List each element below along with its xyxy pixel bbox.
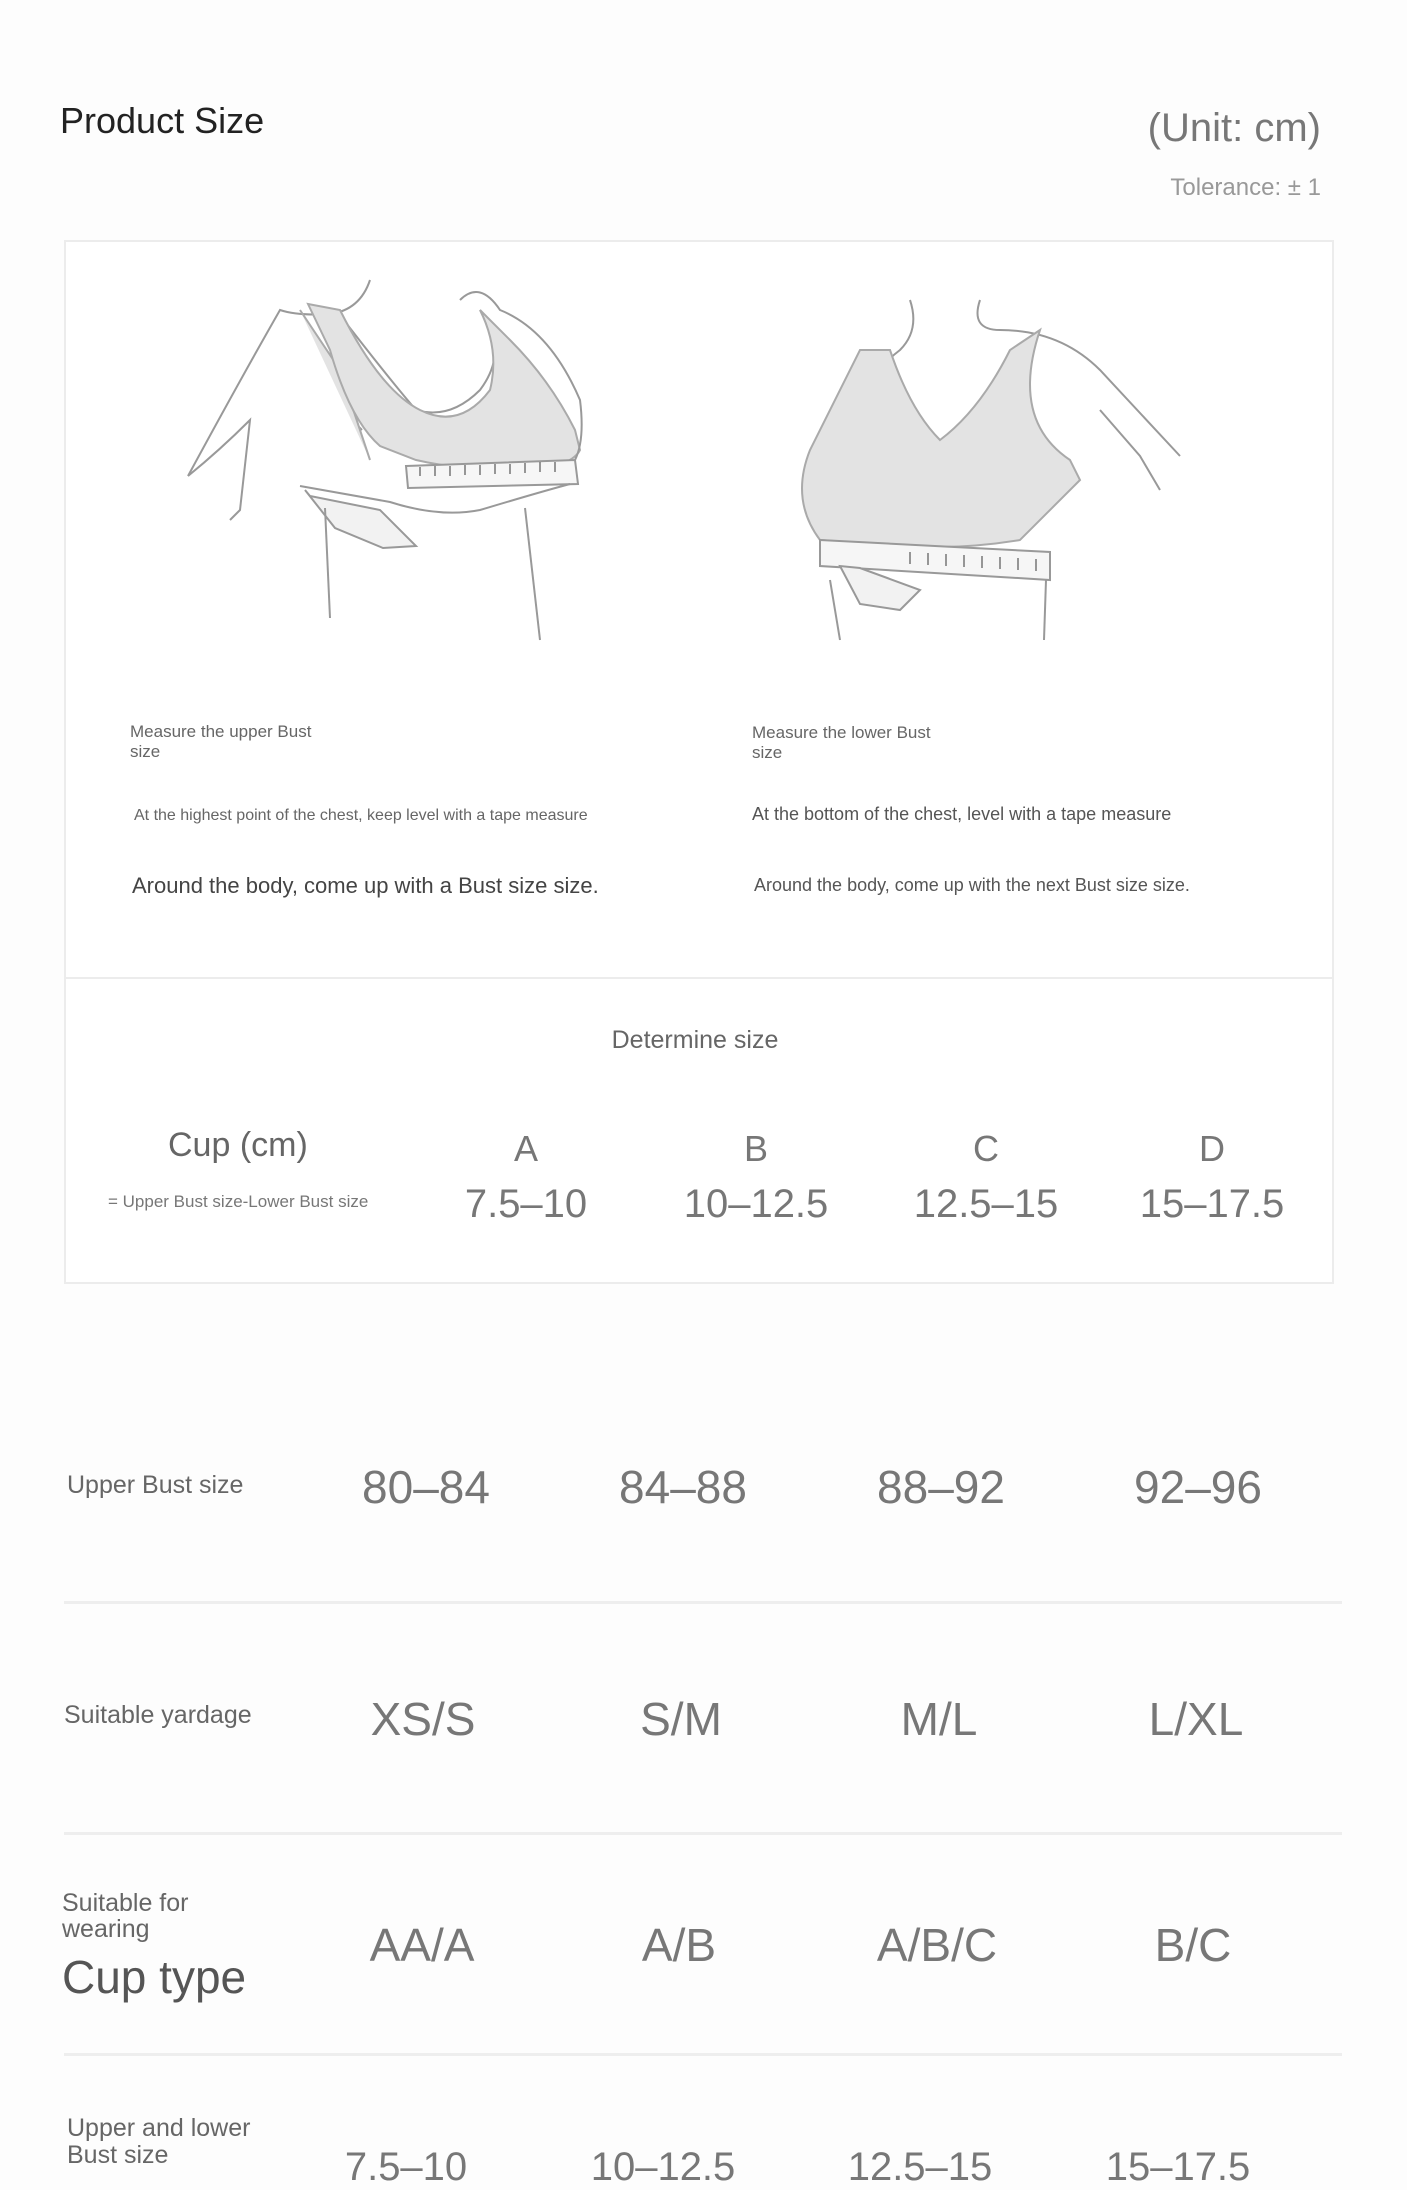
row-label-upper-lower [67, 2115, 250, 2169]
cup-range-a: 7.5–10 [464, 1182, 588, 1226]
row-divider [64, 2053, 1342, 2056]
lower-bust-step1: At the bottom of the chest, level with a tape measure [752, 804, 1172, 824]
upper-bust-illustration [180, 270, 600, 650]
cup-formula: = Upper Bust size-Lower Bust size [108, 1192, 369, 1211]
yardage-value: L/XL [1148, 1693, 1244, 1745]
row-divider [64, 1601, 1342, 1604]
lower-bust-illustration [780, 290, 1200, 650]
upper-bust-step1: At the highest point of the chest, keep level with a tape measure [134, 807, 588, 824]
upper-lower-label-line1: Upper and lower [67, 2114, 251, 2142]
cup-letter-c: C [973, 1128, 999, 1169]
cup-type-value: B/C [1154, 1919, 1232, 1971]
tolerance-label: Tolerance: ± 1 [1170, 174, 1321, 201]
upper-lower-value: 12.5–15 [847, 2145, 993, 2189]
cup-type-value: AA/A [369, 1919, 475, 1971]
panel-divider [64, 977, 1334, 979]
yardage-value: XS/S [370, 1693, 476, 1745]
row-label-upper-bust: Upper Bust size [67, 1471, 244, 1499]
row-divider [64, 1832, 1342, 1835]
cup-range-b: 10–12.5 [683, 1182, 829, 1226]
lower-bust-heading [752, 723, 931, 763]
lower-bust-heading-line2: size [752, 743, 783, 762]
determine-size-title: Determine size [611, 1026, 779, 1054]
cup-type-label-line1: Suitable for [62, 1889, 189, 1917]
upper-bust-heading [130, 722, 311, 762]
unit-label: (Unit: cm) [1147, 106, 1321, 150]
cup-letter-b: B [743, 1128, 768, 1169]
upper-lower-value: 7.5–10 [344, 2145, 468, 2189]
cup-letter-d: D [1199, 1128, 1225, 1169]
cup-range-d: 15–17.5 [1139, 1182, 1285, 1226]
page-title: Product Size [60, 100, 265, 141]
upper-bust-step2: Around the body, come up with a Bust size size. [132, 873, 599, 898]
upper-lower-value: 10–12.5 [590, 2145, 736, 2189]
upper-bust-value: 88–92 [877, 1461, 1005, 1513]
cup-type-label: Cup type [62, 1951, 247, 2003]
cup-type-value: A/B [641, 1919, 717, 1971]
lower-bust-heading-line1: Measure the lower Bust [752, 723, 931, 742]
row-label-cup-type [62, 1890, 188, 1942]
yardage-value: M/L [900, 1693, 978, 1745]
cup-type-value: A/B/C [876, 1919, 998, 1971]
upper-bust-heading-line1: Measure the upper Bust [130, 722, 312, 741]
upper-bust-value: 92–96 [1134, 1461, 1262, 1513]
upper-lower-label-line2: Bust size [67, 2141, 169, 2169]
upper-lower-value: 15–17.5 [1105, 2145, 1251, 2189]
upper-bust-value: 84–88 [619, 1461, 747, 1513]
lower-bust-step2: Around the body, come up with the next Bust size size. [754, 875, 1190, 895]
cup-label: Cup (cm) [168, 1126, 308, 1164]
upper-bust-heading-line2: size [130, 742, 161, 761]
cup-letter-a: A [513, 1128, 538, 1169]
row-label-yardage: Suitable yardage [64, 1701, 252, 1729]
yardage-value: S/M [640, 1693, 722, 1745]
cup-range-c: 12.5–15 [913, 1182, 1059, 1226]
cup-type-label-line2: wearing [62, 1915, 150, 1943]
upper-bust-value: 80–84 [362, 1461, 490, 1513]
